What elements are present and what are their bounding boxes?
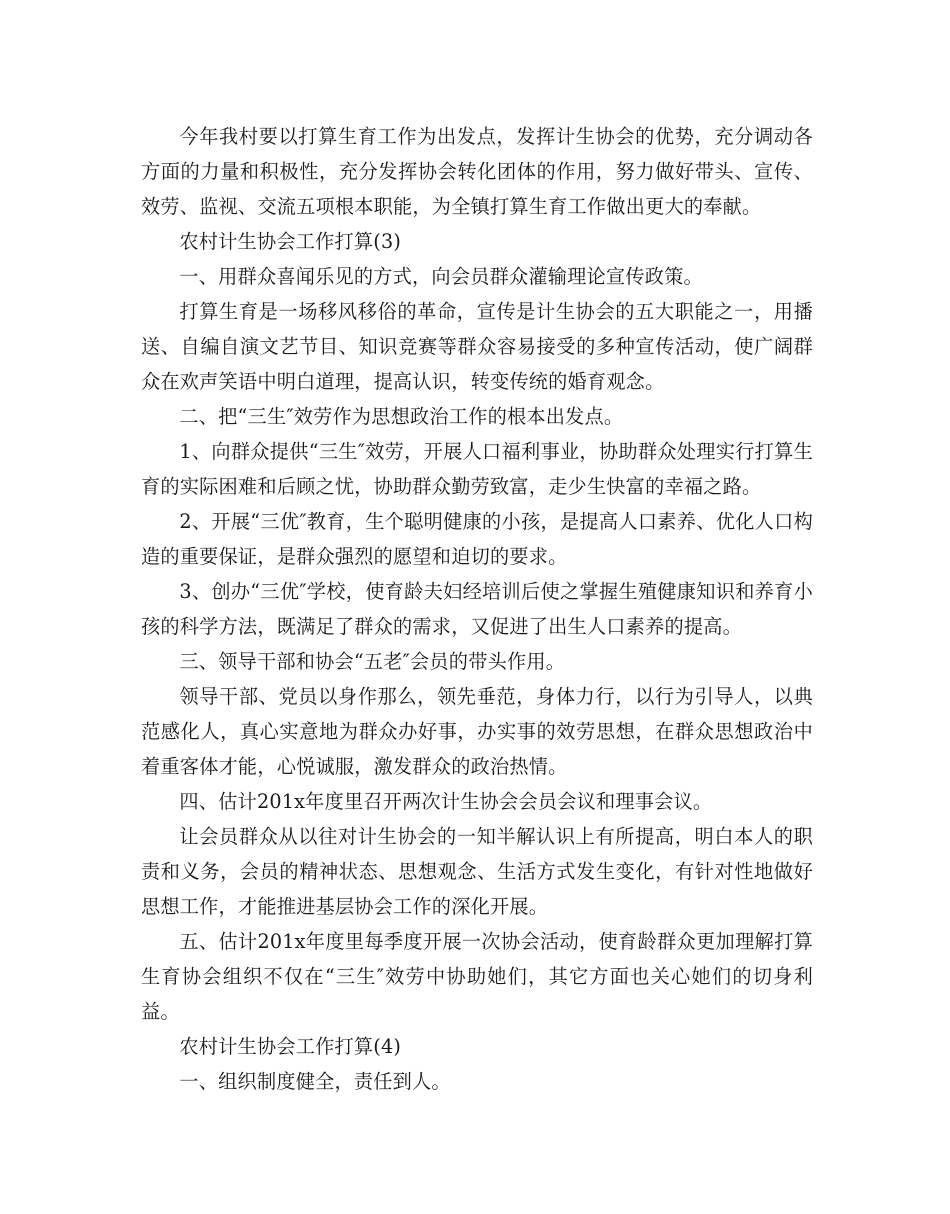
paragraph: 打算生育是一场移风移俗的革命，宣传是计生协会的五大职能之一，用播送、自编自演文艺节目、知识竞赛等群众容易接受的多种宣传活动，使广阔群众在欢声笑语中明白道理，提高认识，转变传统的婚育观念。	[141, 300, 813, 393]
paragraph: 四、估计201x年度里召开两次计生协会会员会议和理事会议。	[179, 790, 713, 813]
paragraph: 领导干部、党员以身作那么，领先垂范，身体力行，以行为引导人，以典范感化人，真心实意地为群众办好事，办实事的效劳思想，在群众思想政治中着重客体才能，心悦诚服，激发群众的政治热情。	[141, 685, 813, 778]
section-heading: 农村计生协会工作打算(3)	[179, 230, 402, 253]
paragraph: 3、创办“三优″学校，使育龄夫妇经培训后使之掌握生殖健康知识和养育小孩的科学方法，既满足了群众的需求，又促进了出生人口素养的提高。	[141, 580, 813, 638]
paragraph: 今年我村要以打算生育工作为出发点，发挥计生协会的优势，充分调动各方面的力量和积极性，充分发挥协会转化团体的作用，努力做好带头、宣传、效劳、监视、交流五项根本职能，为全镇打算生育工作做出更大的奉献。	[141, 125, 813, 218]
paragraph: 五、估计201x年度里每季度开展一次协会活动，使育龄群众更加理解打算生育协会组织不仅在“三生″效劳中协助她们，其它方面也关心她们的切身利益。	[141, 930, 813, 1023]
paragraph: 一、用群众喜闻乐见的方式，向会员群众灌输理论宣传政策。	[179, 265, 703, 288]
paragraph: 让会员群众从以往对计生协会的一知半解认识上有所提高，明白本人的职责和义务，会员的精神状态、思想观念、生活方式发生变化，有针对性地做好思想工作，才能推进基层协会工作的深化开展。	[141, 825, 813, 918]
section-heading: 农村计生协会工作打算(4)	[179, 1035, 402, 1058]
paragraph: 二、把“三生″效劳作为思想政治工作的根本出发点。	[179, 405, 624, 428]
paragraph: 1、向群众提供“三生″效劳，开展人口福利事业，协助群众处理实行打算生育的实际困难和后顾之忧，协助群众勤劳致富，走少生快富的幸福之路。	[141, 440, 813, 498]
paragraph: 一、组织制度健全，责任到人。	[179, 1070, 451, 1093]
paragraph: 三、领导干部和协会“五老″会员的带头作用。	[179, 650, 566, 673]
paragraph: 2、开展“三优″教育，生个聪明健康的小孩，是提高人口素养、优化人口构造的重要保证，是群众强烈的愿望和迫切的要求。	[141, 510, 813, 568]
document-body	[141, 119, 813, 1099]
